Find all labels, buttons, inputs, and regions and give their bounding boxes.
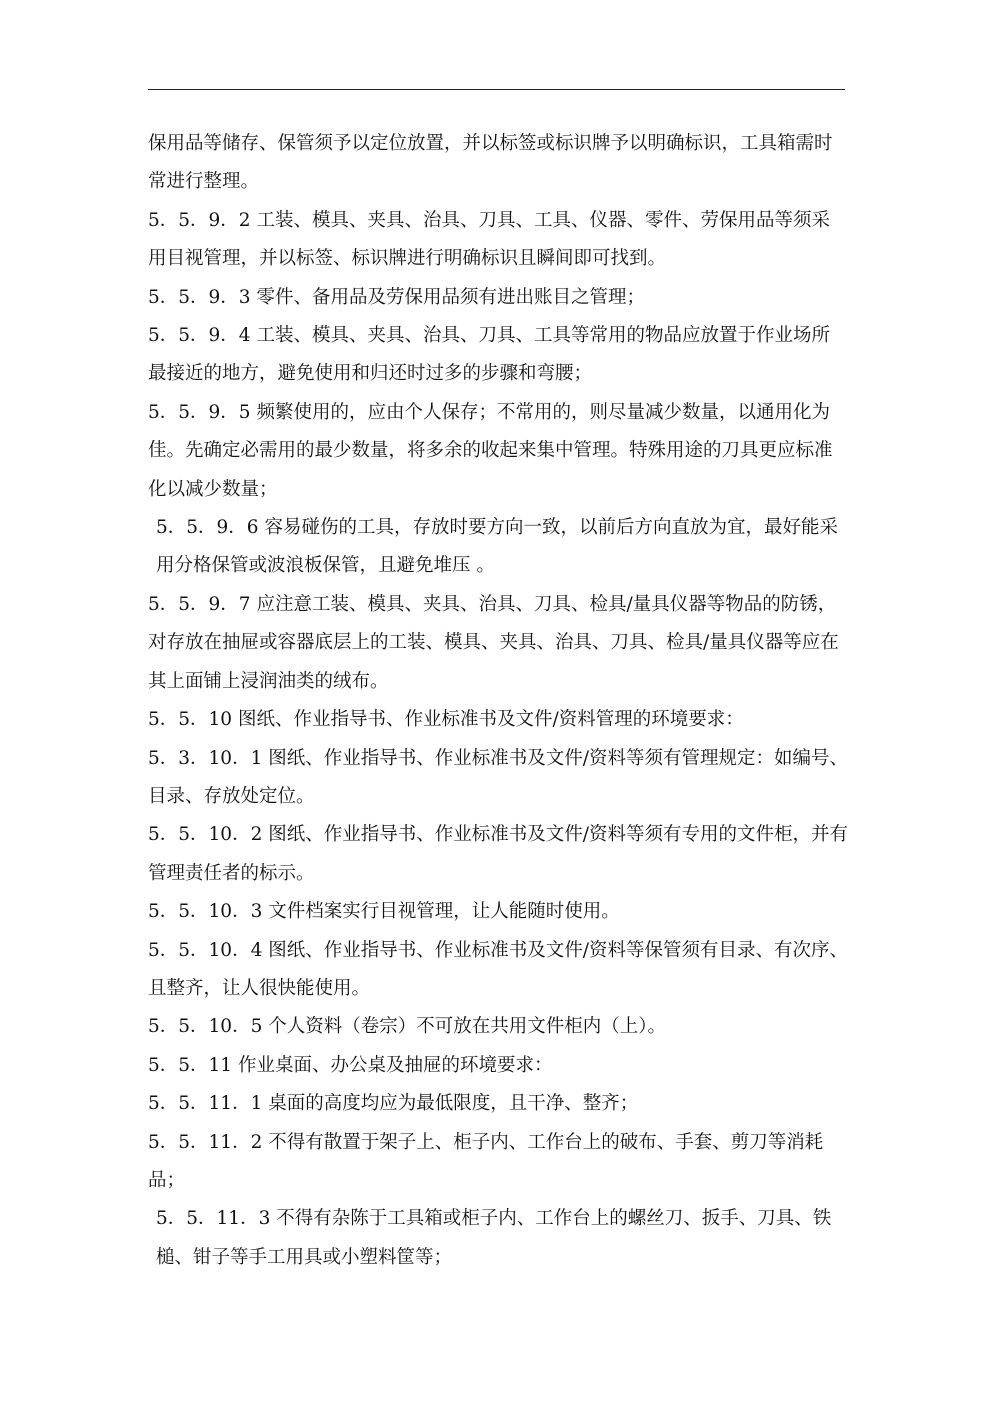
paragraph: 5．5．10．5 个人资料（卷宗）不可放在共用文件柜内（上）。 [148, 1016, 666, 1038]
paragraph: 5．5．11．3 不得有杂陈于工具箱或柜子内、工作台上的螺丝刀、扳手、刀具、铁槌、钳子等手工用具或小塑料筐等； [156, 1208, 832, 1268]
paragraph: 5．5．11 作业桌面、办公桌及抽屉的环境要求： [148, 1054, 553, 1076]
paragraph: 5．5．11．2 不得有散置于架子上、柜子内、工作台上的破布、手套、剪刀等消耗品； [148, 1131, 824, 1191]
paragraph: 保用品等储存、保管须予以定位放置，并以标签或标识牌予以明确标识，工具箱需时常进行整理。 [148, 133, 833, 193]
paragraph: 5．5．9．4 工装、模具、夹具、治具、刀具、工具等常用的物品应放置于作业场所最接近的地方，避免使用和归还时过多的步骤和弯腰； [148, 325, 830, 385]
paragraph: 5．5．10．2 图纸、作业指导书、作业标准书及文件/资料等须有专用的文件柜，并有管理责任者的标示。 [148, 824, 848, 884]
paragraph: 5．5．9．5 频繁使用的，应由个人保存；不常用的，则尽量减少数量，以通用化为佳。先确定必需用的最少数量，将多余的收起来集中管理。特殊用途的刀具更应标准化以减少数量； [148, 401, 833, 500]
paragraph: 5．5．9．7 应注意工装、模具、夹具、治具、刀具、检具/量具仪器等物品的防锈，对存放在抽屉或容器底层上的工装、模具、夹具、治具、刀具、检具/量具仪器等应在其上面铺上浸润油类的绒布。 [148, 593, 839, 692]
paragraph: 5．5．11．1 桌面的高度均应为最低限度，且干净、整齐； [148, 1093, 639, 1115]
paragraph: 5．5．10．4 图纸、作业指导书、作业标准书及文件/资料等保管须有目录、有次序、且整齐，让人很快能使用。 [148, 939, 848, 999]
paragraph: 5．5．10 图纸、作业指导书、作业标准书及文件/资料管理的环境要求： [148, 709, 744, 731]
paragraph: 5．5．9．3 零件、备用品及劳保用品须有进出账目之管理； [148, 286, 645, 308]
paragraph: 5．5．10．3 文件档案实行目视管理，让人能随时使用。 [148, 901, 620, 923]
header-rule [148, 89, 845, 90]
paragraph: 5．5．9．2 工装、模具、夹具、治具、刀具、工具、仪器、零件、劳保用品等须采用目视管理，并以标签、标识牌进行明确标识且瞬间即可找到。 [148, 209, 830, 270]
body-text [148, 125, 848, 1277]
paragraph: 5．3．10．1 图纸、作业指导书、作业标准书及文件/资料等须有管理规定：如编号、目录、存放处定位。 [148, 747, 848, 807]
paragraph: 5．5．9．6 容易碰伤的工具，存放时要方向一致，以前后方向直放为宜，最好能采用分格保管或波浪板保管，且避免堆压 。 [156, 517, 838, 577]
